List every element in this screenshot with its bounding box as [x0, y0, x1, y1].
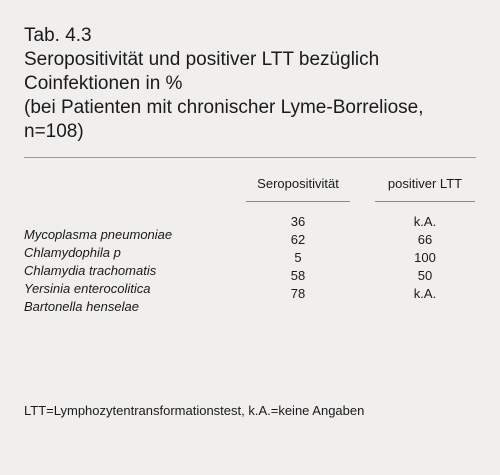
seropositivity-value: 36	[290, 214, 306, 229]
seropositivity-value: 58	[290, 268, 306, 283]
seropositivity-value: 62	[290, 232, 306, 247]
seropositivity-value: 78	[290, 286, 306, 301]
positive-ltt-value: k.A.	[413, 286, 437, 301]
footnote: LTT=Lymphozytentransformationstest, k.A.=keine Angaben	[24, 403, 365, 418]
title-line-2: Seropositivität und positiver LTT bezüglich	[24, 49, 380, 70]
positive-ltt-value: k.A.	[413, 214, 437, 229]
title-line-5: n=108)	[24, 121, 84, 142]
seropositivity-column	[246, 213, 350, 303]
title-divider	[24, 157, 476, 158]
organism-name: Mycoplasma pneumoniae	[24, 227, 173, 242]
positive-ltt-column	[375, 213, 475, 303]
organism-name: Chlamydophila p	[24, 245, 121, 260]
positive-ltt-value: 100	[414, 250, 436, 265]
title-line-3: Coinfektionen in %	[24, 73, 183, 94]
column-header-underline-seropositivity	[246, 201, 350, 202]
table-title	[24, 24, 484, 144]
positive-ltt-value: 66	[417, 232, 433, 247]
column-header-underline-positive-ltt	[375, 201, 475, 202]
seropositivity-value: 5	[294, 250, 302, 265]
title-line-1: Tab. 4.3	[24, 25, 92, 46]
column-header-positive-ltt: positiver LTT	[387, 176, 463, 191]
organism-name: Chlamydia trachomatis	[24, 263, 157, 278]
title-line-4: (bei Patienten mit chronischer Lyme-Borreliose,	[24, 97, 424, 118]
positive-ltt-value: 50	[417, 268, 433, 283]
column-header-seropositivity: Seropositivität	[257, 176, 339, 191]
organism-name: Bartonella henselae	[24, 299, 139, 314]
organism-name: Yersinia enterocolitica	[24, 281, 151, 296]
organism-column	[24, 226, 172, 316]
